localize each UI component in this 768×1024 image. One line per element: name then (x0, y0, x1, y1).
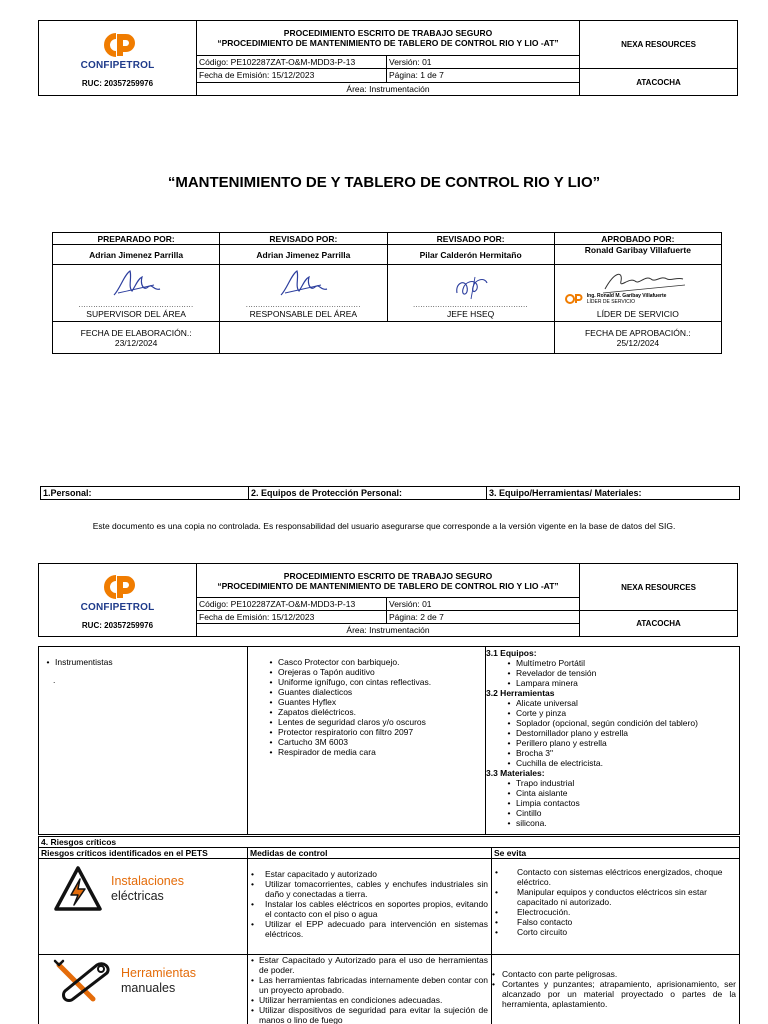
sections-bar (40, 486, 740, 500)
material-item: • Limpia contactos (502, 798, 737, 808)
risks-section-title: 4. Riesgos críticos (39, 837, 740, 848)
reviewed-by-header: REVISADO POR: (220, 233, 387, 245)
material-item: • Cintillo (502, 808, 737, 818)
issue-date-field: Fecha de Emisión: 15/12/2023 (197, 69, 387, 82)
material-item: • Cinta aislante (502, 788, 737, 798)
reviewed-by-header-2: REVISADO POR: (387, 233, 554, 245)
resources-table (38, 646, 740, 835)
risk-label-2: eléctricas (111, 889, 164, 903)
signature-line: ............................................... (413, 302, 529, 309)
material-item: • Trapo industrial (502, 778, 737, 788)
section-personal: 1.Personal: (41, 487, 249, 500)
herramienta-item: • Perillero plano y estrella (502, 738, 737, 748)
herramienta-item: • Soplador (opcional, según condición del tablero) (502, 718, 737, 728)
herramientas-subheader: 3.2 Herramientas (486, 688, 555, 698)
preparer-name: Adrian Jimenez Parrilla (53, 245, 220, 265)
control-measure-text: Utilizar dispositivos de seguridad para evitar la sujeción de manos o lino de fuego (259, 1005, 488, 1024)
signature-image (106, 265, 166, 303)
epp-item: • Respirador de media cara (264, 747, 483, 757)
epp-item: • Protector respiratorio con filtro 2097 (264, 727, 483, 737)
equipo-item: • Lampara minera (502, 678, 737, 688)
document-title: “MANTENIMIENTO DE Y TABLERO DE CONTROL RIO Y LIO” (167, 174, 601, 191)
empty-date-cell (220, 322, 555, 354)
area-field: Área: Instrumentación (197, 624, 580, 637)
section-equipos: 3. Equipo/Herramientas/ Materiales: (487, 487, 740, 500)
signature-image (273, 265, 333, 303)
control-measure-text: Estar Capacitado y Autorizado para el uso de herramientas de poder. (259, 955, 488, 975)
electrical-controls (248, 859, 492, 955)
avoid-col-header: Se evita (492, 848, 740, 859)
avoided-risk: • Cortantes y punzantes; atrapamiento, aprisionamiento, ser alcanzado por un material proyectado o partes de la herramienta, aplastamiento. (492, 979, 736, 1009)
risk-label-2: manuales (121, 981, 176, 995)
control-measure-text: Instalar los cables eléctricos en soportes propios, evitando el contacto con el piso o agua (265, 899, 488, 919)
elaboration-date-value: 23/12/2024 (114, 337, 158, 348)
site-name: ATACOCHA (580, 69, 738, 96)
risks-table (38, 836, 740, 1024)
control-measure-text: Las herramientas fabricadas internamente deben contar con un proyecto aprobado. (259, 975, 488, 995)
equipos-cell (486, 647, 740, 835)
approval-date-label: FECHA DE APROBACIÓN.: (584, 327, 691, 338)
controls-col-header: Medidas de control (248, 848, 492, 859)
client-name: NEXA RESOURCES (580, 21, 738, 69)
version-field: Versión: 01 (387, 56, 580, 69)
ruc-number: RUC: 20357259976 (81, 621, 154, 630)
risks-col-header: Riesgos críticos identificados en el PETS (39, 848, 248, 859)
confipetrol-logo-icon (100, 32, 136, 58)
logo-cell (39, 21, 197, 96)
approved-by-header: APROBADO POR: (554, 233, 721, 245)
signature-cell-1 (53, 265, 220, 322)
signature-cell-3 (387, 265, 554, 322)
page2-header (38, 563, 738, 637)
section-epp: 2. Equipos de Protección Personal: (249, 487, 487, 500)
page1-header (38, 20, 738, 96)
material-item: • silicona. (502, 818, 737, 828)
signature-cell-2 (220, 265, 387, 322)
equipo-item: • Revelador de tensión (502, 668, 737, 678)
epp-item: • Zapatos dieléctricos. (264, 707, 483, 717)
client-name: NEXA RESOURCES (580, 564, 738, 611)
title-line-2: “PROCEDIMIENTO DE MANTENIMIENTO DE TABLERO DE CONTROL RIO Y LIO -AT” (217, 38, 559, 48)
equipos-subheader: 3.1 Equipos: (486, 648, 537, 658)
stamp-name: Ing. Ronald M. Garibay Villafuerte (586, 293, 667, 299)
elaboration-date (53, 322, 220, 354)
risk-label-1: Herramientas (121, 966, 197, 980)
herramienta-item: • Cuchilla de electricista. (502, 758, 737, 768)
epp-item: • Guantes dialecticos (264, 687, 483, 697)
signature-cell-4 (554, 265, 721, 322)
personal-item: • Instrumentistas (41, 657, 245, 667)
code-field: Código: PE102287ZAT-O&M-MDD3-P-13 (197, 56, 387, 69)
herramienta-item: • Brocha 3" (502, 748, 737, 758)
signature-line: ............................................... (78, 302, 194, 309)
approver-name-text: Ronald Garibay Villafuerte (584, 245, 691, 255)
epp-item: • Uniforme ignífugo, con cintas reflectivas. (264, 677, 483, 687)
role-supervisor: SUPERVISOR DEL ÁREA (86, 309, 186, 319)
code-field: Código: PE102287ZAT-O&M-MDD3-P-13 (197, 598, 387, 611)
stamp-logo-icon (565, 294, 583, 304)
avoided-risk-text: Corto circuito (517, 927, 568, 937)
issue-date-field: Fecha de Emisión: 15/12/2023 (197, 611, 387, 624)
avoided-risk-text: Contacto con parte peligrosas. (502, 969, 618, 979)
avoided-risk: • Manipular equipos y conductos eléctricos sin estar capacitado ni autorizado. (495, 887, 707, 907)
stamp-role: LÍDER DE SERVICIO (586, 299, 636, 305)
logo-cell (39, 564, 197, 637)
approval-date-value: 25/12/2024 (616, 337, 660, 348)
epp-item: • Cartucho 3M 6003 (264, 737, 483, 747)
procedure-title (197, 564, 580, 598)
control-measure: • Las herramientas fabricadas internamente deben contar con un proyecto aprobado. (251, 975, 488, 995)
herramienta-item: • Corte y pinza (502, 708, 737, 718)
avoided-risk-text: Cortantes y punzantes; atrapamiento, aprisionamiento, ser alcanzado por un material proyectado o partes de la herramienta, aplastamiento. (502, 979, 736, 1009)
version-field: Versión: 01 (387, 598, 580, 611)
role-responsable: RESPONSABLE DEL ÁREA (249, 309, 358, 319)
signature-image (441, 273, 501, 303)
epp-cell (248, 647, 486, 835)
ruc-number: RUC: 20357259976 (81, 79, 154, 88)
epp-item: • Lentes de seguridad claros y/o oscuros (264, 717, 483, 727)
avoided-risk-text: Manipular equipos y conductos eléctricos sin estar capacitado ni autorizado. (517, 887, 707, 907)
risk-electrical (39, 859, 248, 955)
control-measure: • Utilizar el EPP adecuado para intervención en sistemas eléctricos. (251, 919, 488, 939)
avoided-risk-text: Electrocución. (517, 907, 571, 917)
approval-date (554, 322, 721, 354)
reviewer-name: Adrian Jimenez Parrilla (220, 245, 387, 265)
herramienta-item: • Destornillador plano y estrella (502, 728, 737, 738)
area-field: Área: Instrumentación (197, 82, 580, 95)
control-measure: • Utilizar dispositivos de seguridad para evitar la sujeción de manos o lino de fuego (251, 1005, 488, 1024)
herramienta-item: • Alicate universal (502, 698, 737, 708)
control-measure-text: Estar capacitado y autorizado (265, 869, 377, 879)
control-measure-text: Utilizar herramientas en condiciones adecuadas. (259, 995, 443, 1005)
avoided-risk: • Contacto con sistemas eléctricos energizados, choque eléctrico. (495, 867, 723, 887)
epp-item: • Orejeras o Tapón auditivo (264, 667, 483, 677)
avoided-risk: • Falso contacto (495, 917, 573, 927)
title-line-2: “PROCEDIMIENTO DE MANTENIMIENTO DE TABLERO DE CONTROL RIO Y LIO -AT” (217, 580, 559, 591)
risk-hand-tools (39, 955, 248, 1024)
hand-tools-icon (53, 959, 113, 1003)
control-measure: • Utilizar tomacorrientes, cables y enchufes industriales sin daño y conectadas a tierra. (251, 879, 488, 899)
epp-item: • Casco Protector con barbiquejo. (264, 657, 483, 667)
avoided-risk: • Contacto con parte peligrosas. (492, 969, 618, 979)
signature-line: ............................................... (245, 302, 361, 309)
personal-cell (39, 647, 248, 835)
role-hseq: JEFE HSEQ (447, 309, 495, 319)
risk-label-1: Instalaciones (111, 874, 184, 888)
logo-name: CONFIPETROL (80, 602, 155, 613)
title-line-1: PROCEDIMIENTO ESCRITO DE TRABAJO SEGURO (283, 570, 493, 581)
control-measure: • Utilizar herramientas en condiciones adecuadas. (251, 995, 443, 1005)
approver-name (554, 245, 721, 265)
title-line-1: PROCEDIMIENTO ESCRITO DE TRABAJO SEGURO (283, 28, 493, 38)
elaboration-date-label: FECHA DE ELABORACIÓN.: (80, 327, 192, 338)
page-field: Página: 1 de 7 (387, 69, 580, 82)
control-measure: • Estar capacitado y autorizado (251, 869, 377, 879)
electrical-hazard-icon (53, 865, 103, 913)
electrical-avoid (492, 859, 740, 955)
control-measure-text: Utilizar el EPP adecuado para intervención en sistemas eléctricos. (265, 919, 488, 939)
avoided-risk-text: Falso contacto (517, 917, 573, 927)
reviewer-name-2: Pilar Calderón Hermitaño (387, 245, 554, 265)
hand-tools-controls (248, 955, 492, 1024)
avoided-risk: • Electrocución. (495, 907, 571, 917)
equipo-item: • Multímetro Portátil (502, 658, 737, 668)
hand-tools-avoid (492, 955, 740, 1024)
avoided-risk: • Corto circuito (495, 927, 568, 937)
prepared-by-header: PREPARADO POR: (53, 233, 220, 245)
disclaimer-text: Este documento es una copia no controlada. Es responsabilidad del usuario asegurarse que corresponde a la versión vigente en la base de datos del SIG. (92, 521, 676, 531)
control-measure: • Estar Capacitado y Autorizado para el uso de herramientas de poder. (251, 955, 488, 975)
confipetrol-logo-icon (100, 574, 136, 600)
role-leader: LÍDER DE SERVICIO (596, 309, 679, 319)
page-field: Página: 2 de 7 (387, 611, 580, 624)
procedure-title (197, 21, 580, 56)
personal-item: . (53, 675, 56, 685)
epp-item: • Guantes Hyflex (264, 697, 483, 707)
approval-table (52, 232, 722, 354)
logo-name: CONFIPETROL (80, 60, 155, 71)
site-name: ATACOCHA (580, 611, 738, 637)
control-measure-text: Utilizar tomacorrientes, cables y enchufes industriales sin daño y conectadas a tierra. (265, 879, 488, 899)
control-measure: • Instalar los cables eléctricos en soportes propios, evitando el contacto con el piso o agua (251, 899, 488, 919)
avoided-risk-text: Contacto con sistemas eléctricos energizados, choque eléctrico. (517, 867, 723, 887)
materiales-subheader: 3.3 Materiales: (486, 768, 545, 778)
